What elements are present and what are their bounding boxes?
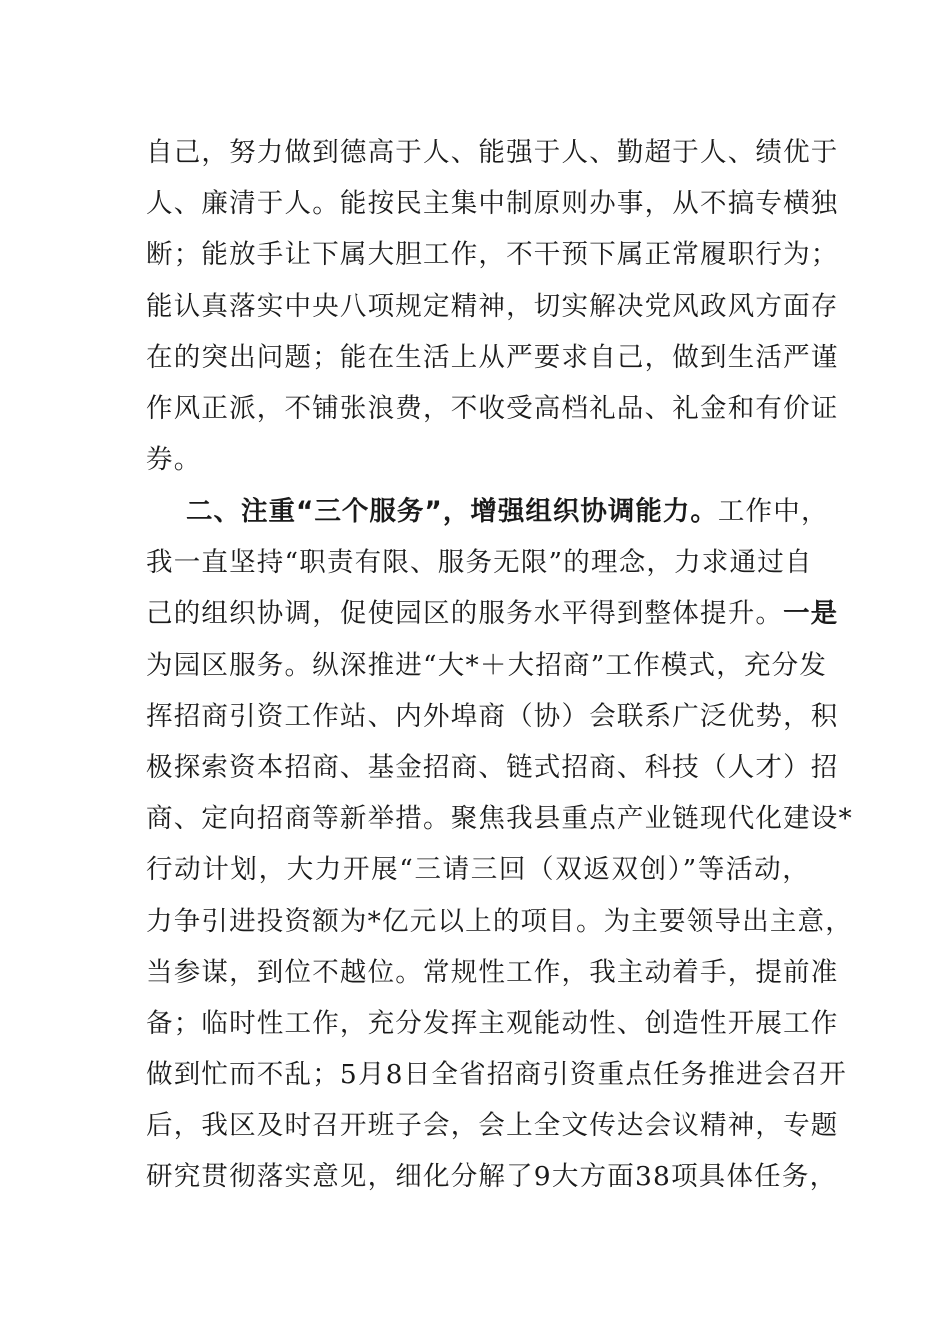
text-line: 券。: [146, 444, 202, 476]
text-line: 作风正派，不铺张浪费，不收受高档礼品、礼金和有价证: [146, 392, 839, 424]
text-line: 为园区服务。纵深推进“大*＋大招商”工作模式，充分发: [146, 649, 828, 681]
text-line: 在的突出问题；能在生活上从严要求自己，做到生活严谨: [146, 341, 839, 373]
text-line: 商、定向招商等新举措。聚焦我县重点产业链现代化建设*: [146, 803, 853, 835]
text-line: 能认真落实中央八项规定精神，切实解决党风政风方面存: [146, 290, 839, 322]
item-marker: 一是: [783, 598, 839, 630]
text-line: 力争引进投资额为*亿元以上的项目。为主要领导出主意，: [146, 905, 853, 937]
text-line: 行动计划，大力开展“三请三回（双返双创）”等活动，: [146, 854, 810, 886]
paragraph-1: [146, 127, 839, 485]
text-line: 人、廉清于人。能按民主集中制原则办事，从不搞专横独: [146, 188, 839, 220]
text-line: 我一直坚持“职责有限、服务无限”的理念，力求通过自: [146, 547, 813, 579]
line-text: 己的组织协调，促使园区的服务水平得到整体提升。: [146, 598, 784, 630]
text-line: 极探索资本招商、基金招商、链式招商、科技（人才）招: [146, 751, 839, 783]
text-line: 做到忙而不乱；5月8日全省招商引资重点任务推进会召开: [146, 1059, 847, 1091]
text-line: 备；临时性工作，充分发挥主观能动性、创造性开展工作: [146, 1007, 839, 1039]
heading-tail-text: 工作中，: [717, 496, 829, 527]
text-line: 自己，努力做到德高于人、能强于人、勤超于人、绩优于: [146, 137, 839, 168]
text-line: 当参谋，到位不越位。常规性工作，我主动着手，提前准: [146, 956, 839, 988]
paragraph-2: [146, 486, 853, 1203]
text-line: 挥招商引资工作站、内外埠商（协）会联系广泛优势，积: [146, 700, 839, 732]
text-line: [146, 588, 839, 639]
text-line: 后，我区及时召开班子会，会上全文传达会议精神，专题: [146, 1110, 839, 1142]
section-heading-line: [146, 486, 829, 537]
text-line: 断；能放手让下属大胆工作，不干预下属正常履职行为；: [146, 239, 839, 271]
section-heading: 二、注重“三个服务”，增强组织协调能力。: [186, 496, 718, 527]
text-line: 研究贯彻落实意见，细化分解了9大方面38项具体任务，: [146, 1161, 838, 1193]
